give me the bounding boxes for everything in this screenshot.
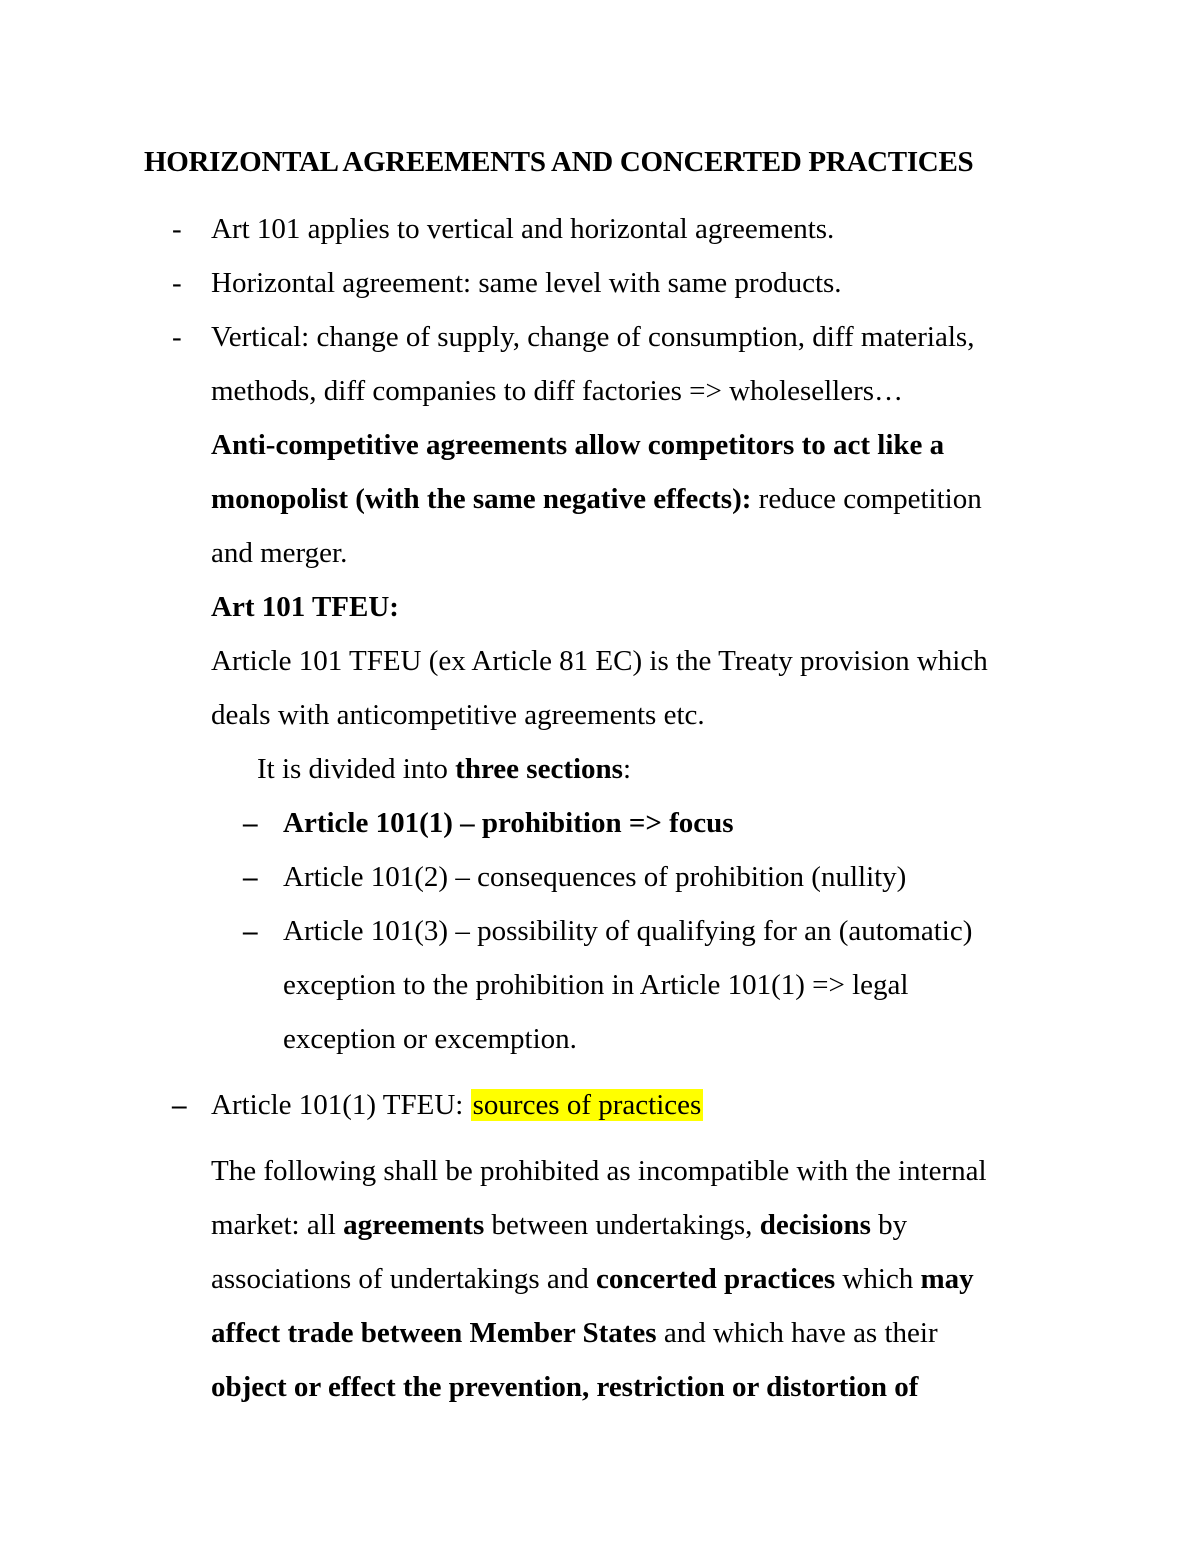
anticompetitive-line1 [211,428,944,462]
section-101-3-line2: exception to the prohibition in Article 101(1) => legal [283,969,909,1001]
bullet-marker: - [172,213,182,245]
section-101-1-text: Article 101(1) – prohibition => focus [283,807,734,839]
bullet-art101-applies: Art 101 applies to vertical and horizontal agreements. [211,213,835,245]
section-101-3-line1: Article 101(3) – possibility of qualifying for an (automatic) [283,915,973,947]
section-101-1 [283,806,734,840]
prohibited-l3-a: associations of undertakings and [211,1263,596,1295]
page-title: HORIZONTAL AGREEMENTS AND CONCERTED PRACTICES [144,146,974,178]
prohibited-line3 [211,1262,974,1296]
anticompetitive-line3: and merger. [211,537,348,569]
bullet-marker: - [172,321,182,353]
prohibited-l3-concerted: concerted practices [595,1263,836,1295]
prohibited-l4-b: and which have as their [656,1317,938,1349]
prohibited-line4 [211,1316,938,1350]
bullet-vertical-line2: methods, diff companies to diff factories => wholesellers… [211,375,904,407]
prohibited-l4-affect: affect trade between Member States [211,1317,657,1349]
art101-paragraph-line1: Article 101 TFEU (ex Article 81 EC) is the Treaty provision which [211,645,988,677]
sources-line [211,1088,703,1122]
art101-heading [211,590,399,624]
section-101-3-line3: exception or excemption. [283,1023,577,1055]
prohibited-l2-c: between undertakings, [484,1209,760,1241]
divided-sentence [257,752,631,786]
art101-paragraph-line2: deals with anticompetitive agreements etc. [211,699,705,731]
prohibited-l3-c: which [835,1263,921,1295]
section-101-2: Article 101(2) – consequences of prohibition (nullity) [283,861,907,893]
sources-pre: Article 101(1) TFEU: [211,1089,471,1121]
divided-pre: It is divided into [257,753,456,785]
anticompetitive-line2 [211,482,982,516]
prohibited-l2-decisions: decisions [759,1209,871,1241]
prohibited-l2-agreements: agreements [343,1209,485,1241]
prohibited-line2 [211,1208,907,1242]
bullet-horizontal-agreement: Horizontal agreement: same level with same products. [211,267,842,299]
bullet-marker: - [172,267,182,299]
anticompetitive-bold-2: monopolist (with the same negative effects): [211,483,752,515]
divided-bold: three sections [455,753,623,785]
sources-highlight: sources of practices [472,1089,702,1121]
section-marker: – [243,861,258,893]
prohibited-l5-object: object or effect the prevention, restriction or distortion of [211,1371,919,1403]
prohibited-l2-a: market: all [211,1209,344,1241]
prohibited-line1: The following shall be prohibited as incompatible with the internal [211,1155,987,1187]
anticompetitive-rest: reduce competition [751,483,982,515]
section-marker: – [243,915,258,947]
prohibited-line5 [211,1370,918,1404]
bullet-vertical-line1: Vertical: change of supply, change of consumption, diff materials, [211,321,975,353]
prohibited-l2-e: by [870,1209,908,1241]
anticompetitive-bold-1: Anti-competitive agreements allow competitors to act like a [211,429,945,461]
art101-heading-text: Art 101 TFEU: [211,591,399,623]
prohibited-l3-may: may [920,1263,974,1295]
section-marker: – [243,807,258,839]
divided-post: : [622,753,632,785]
sources-marker: – [172,1089,187,1121]
